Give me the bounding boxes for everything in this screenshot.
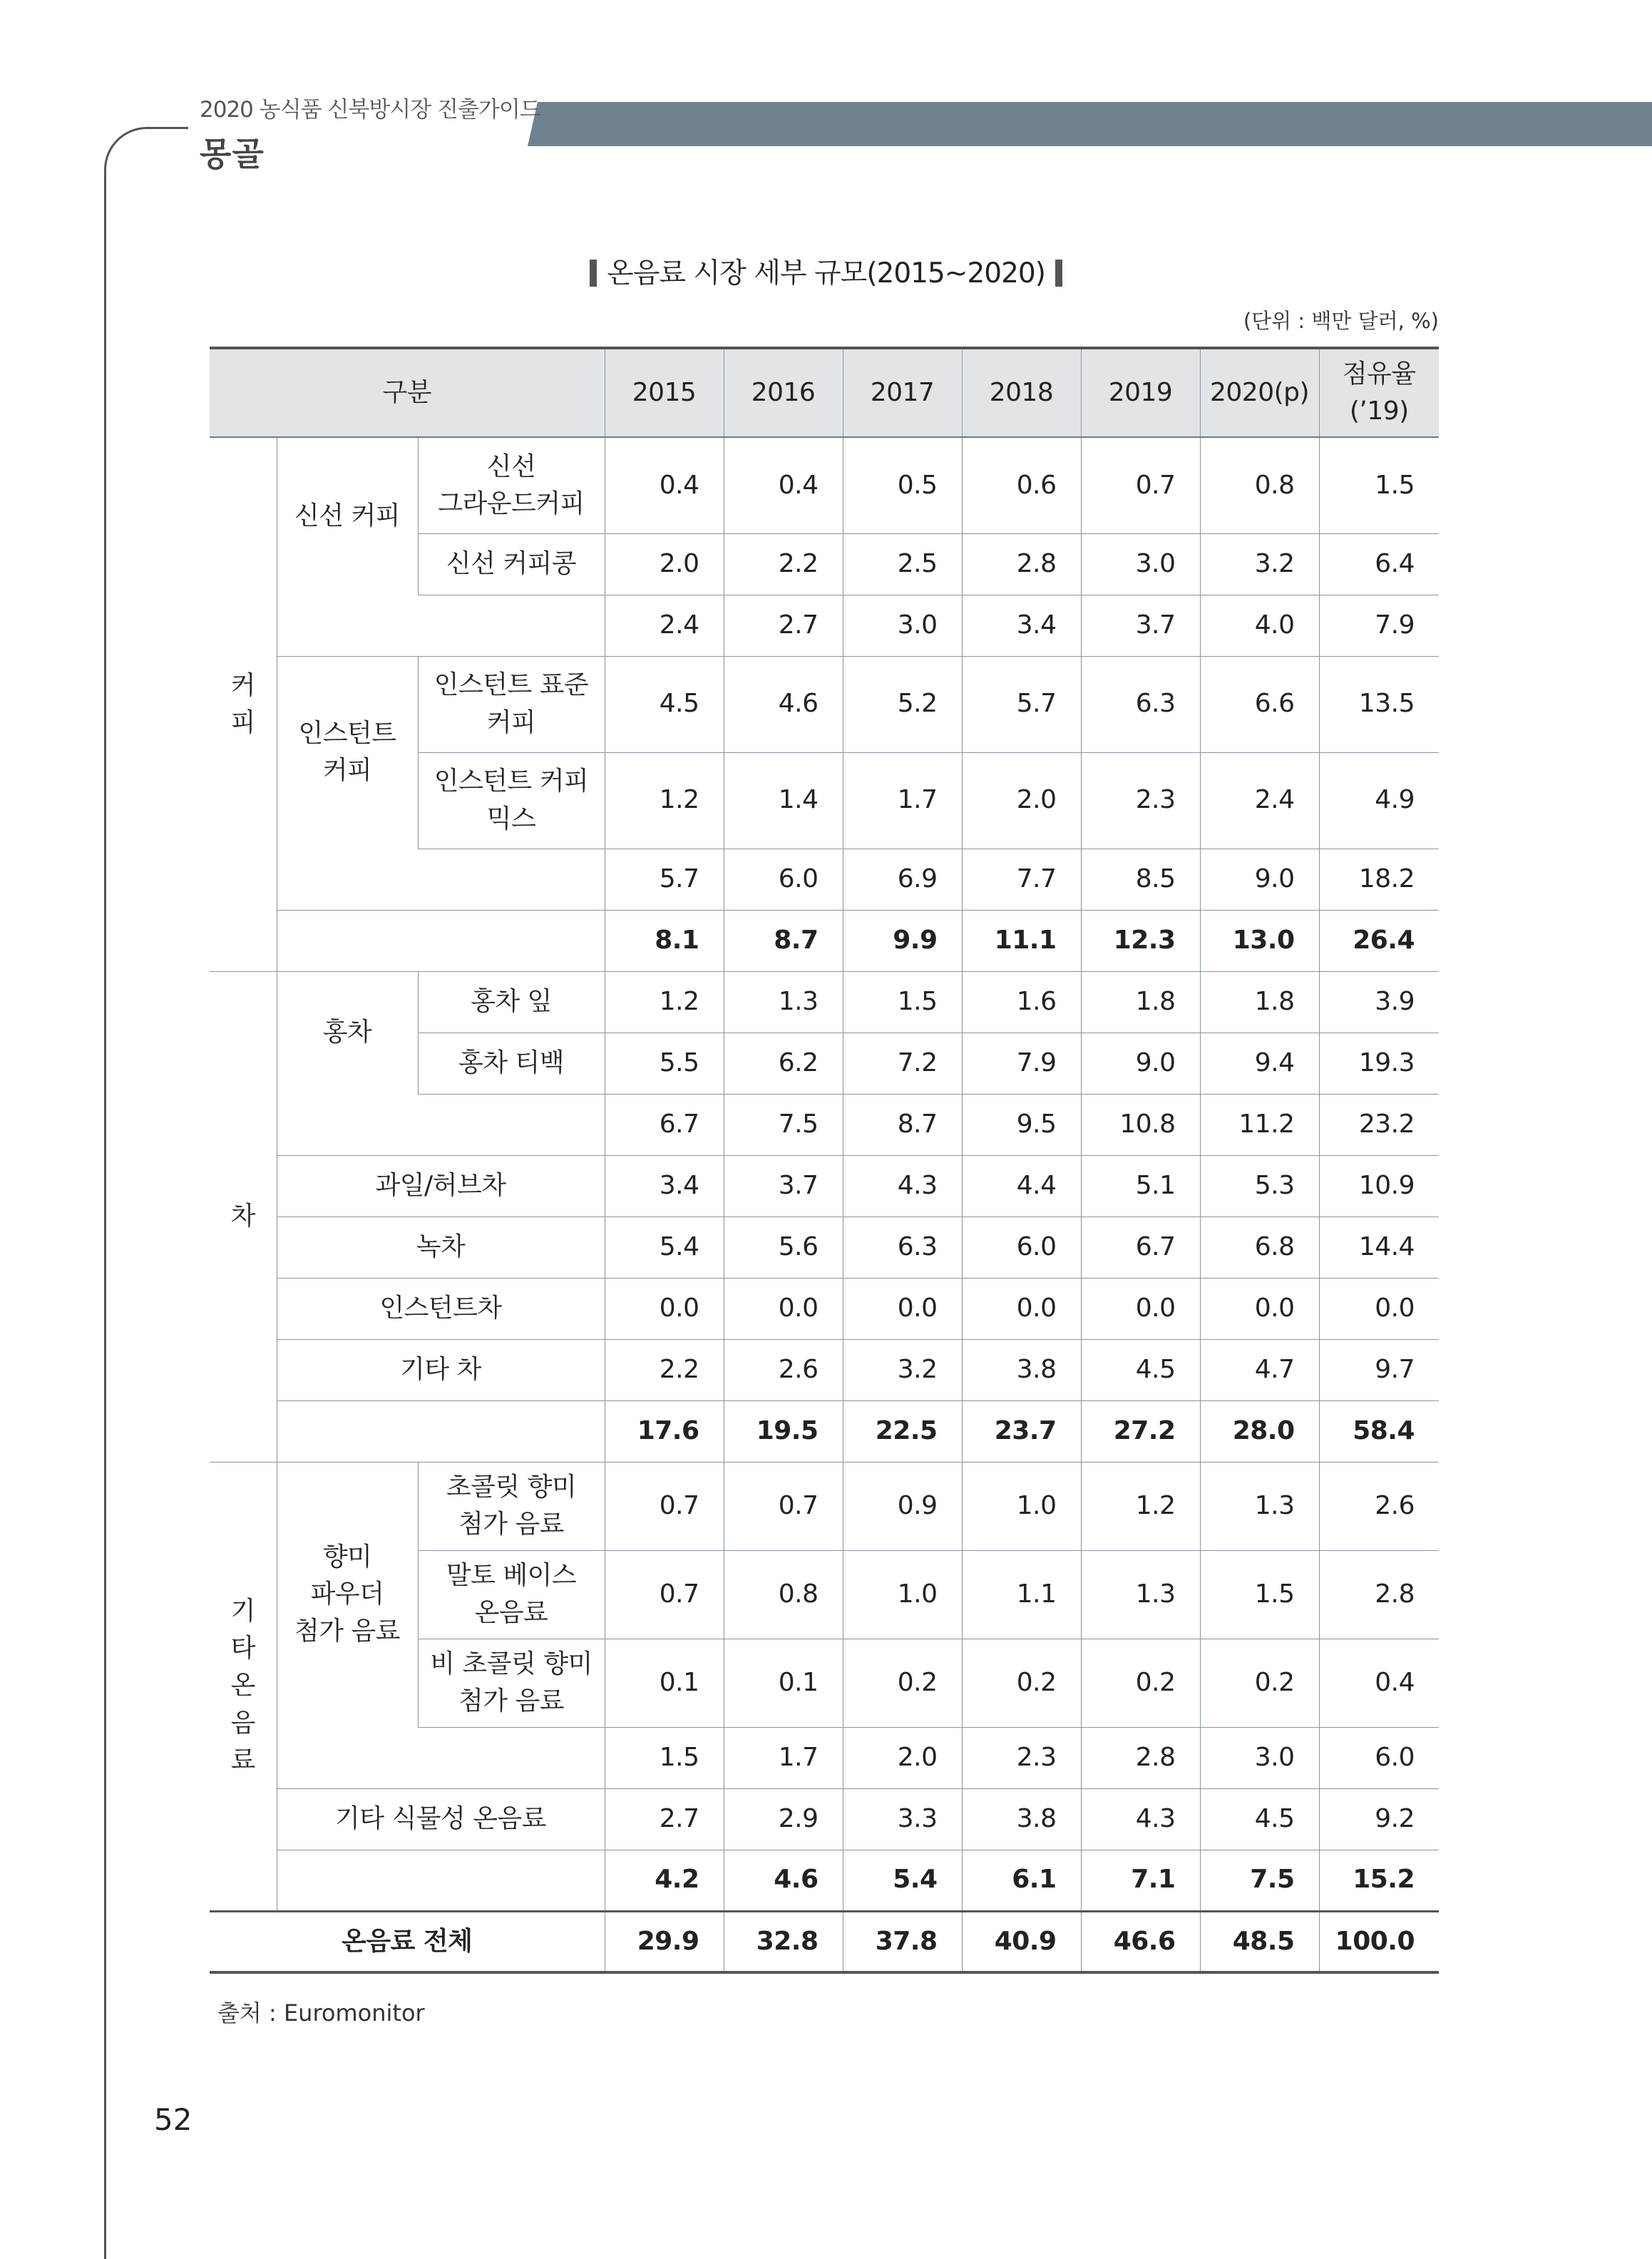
table-row: [210, 1727, 1439, 1788]
subtotal-label-cell: [277, 1727, 605, 1788]
value-cell-2015: 0.7: [605, 1550, 724, 1639]
value-cell-2020: 9.0: [1200, 849, 1319, 910]
value-cell-2017: 3.3: [843, 1788, 962, 1850]
value-cell-share: 2.8: [1319, 1550, 1439, 1639]
value-cell-2016: 4.6: [724, 656, 843, 752]
value-cell-2018: 3.8: [962, 1788, 1081, 1850]
row-label: 홍차 잎: [418, 971, 605, 1033]
value-cell-2016: 2.9: [724, 1788, 843, 1850]
row-label: 비 초콜릿 향미 첨가 음료: [418, 1639, 605, 1727]
value-cell-share: 19.3: [1319, 1033, 1439, 1094]
value-cell-2018: 23.7: [962, 1400, 1081, 1462]
value-cell-share: 14.4: [1319, 1216, 1439, 1278]
value-cell-2019: 0.7: [1081, 437, 1200, 533]
value-cell-2017: 1.5: [843, 971, 962, 1033]
value-cell-2018: 1.1: [962, 1550, 1081, 1639]
value-cell-2017: 0.5: [843, 437, 962, 533]
title-bar-right: [1055, 260, 1062, 287]
value-cell-2019: 1.3: [1081, 1550, 1200, 1639]
value-cell-2017: 8.7: [843, 1094, 962, 1155]
value-cell-2018: 6.0: [962, 1216, 1081, 1278]
col-header-2015: 2015: [605, 348, 724, 437]
value-cell-2015: 2.7: [605, 1788, 724, 1850]
value-cell-2019: 2.3: [1081, 752, 1200, 849]
value-cell-2019: 5.1: [1081, 1155, 1200, 1216]
value-cell-2015: 5.5: [605, 1033, 724, 1094]
value-cell-2018: 11.1: [962, 910, 1081, 971]
value-cell-share: 15.2: [1319, 1850, 1439, 1911]
value-cell-2020: 4.5: [1200, 1788, 1319, 1850]
publication-subtitle: 2020 농식품 신북방시장 진출가이드: [200, 97, 540, 123]
table-row: [210, 1339, 1439, 1400]
table-row: [210, 1850, 1439, 1911]
value-cell-2019: 2.8: [1081, 1727, 1200, 1788]
value-cell-2019: 46.6: [1081, 1911, 1200, 1972]
col-header-2018: 2018: [962, 348, 1081, 437]
page-frame-line: [104, 127, 188, 2259]
value-cell-2019: 0.2: [1081, 1639, 1200, 1727]
table-title-text: 온음료 시장 세부 규모(2015~2020): [607, 257, 1045, 290]
value-cell-2019: 7.1: [1081, 1850, 1200, 1911]
value-cell-2015: 17.6: [605, 1400, 724, 1462]
subtotal-label-cell: [277, 910, 605, 971]
value-cell-2018: 1.0: [962, 1462, 1081, 1550]
row-label: 녹차: [277, 1216, 605, 1278]
value-cell-2020: 48.5: [1200, 1911, 1319, 1972]
value-cell-2016: 6.0: [724, 849, 843, 910]
value-cell-2018: 9.5: [962, 1094, 1081, 1155]
value-cell-2020: 2.4: [1200, 752, 1319, 849]
value-cell-2015: 2.4: [605, 595, 724, 656]
col-header-2016: 2016: [724, 348, 843, 437]
value-cell-share: 9.2: [1319, 1788, 1439, 1850]
value-cell-2018: 2.8: [962, 533, 1081, 595]
value-cell-2018: 6.1: [962, 1850, 1081, 1911]
value-cell-2015: 1.5: [605, 1727, 724, 1788]
source-note: 출처 : Euromonitor: [217, 1999, 425, 2027]
value-cell-share: 58.4: [1319, 1400, 1439, 1462]
value-cell-2016: 2.2: [724, 533, 843, 595]
value-cell-2020: 13.0: [1200, 910, 1319, 971]
value-cell-share: 100.0: [1319, 1911, 1439, 1972]
value-cell-2017: 2.5: [843, 533, 962, 595]
value-cell-2019: 12.3: [1081, 910, 1200, 971]
value-cell-share: 7.9: [1319, 595, 1439, 656]
value-cell-2016: 0.8: [724, 1550, 843, 1639]
value-cell-2020: 4.7: [1200, 1339, 1319, 1400]
value-cell-share: 18.2: [1319, 849, 1439, 910]
value-cell-2017: 1.0: [843, 1550, 962, 1639]
table-row: [210, 971, 1439, 1033]
subgroup-instant-coffee: 인스턴트 커피: [277, 656, 418, 849]
value-cell-2020: 1.8: [1200, 971, 1319, 1033]
value-cell-2015: 0.7: [605, 1462, 724, 1550]
value-cell-2018: 40.9: [962, 1911, 1081, 1972]
value-cell-2017: 37.8: [843, 1911, 962, 1972]
value-cell-2016: 3.7: [724, 1155, 843, 1216]
value-cell-share: 6.0: [1319, 1727, 1439, 1788]
value-cell-2019: 6.7: [1081, 1216, 1200, 1278]
row-label: 온음료 전체: [210, 1911, 605, 1972]
value-cell-2020: 9.4: [1200, 1033, 1319, 1094]
value-cell-share: 1.5: [1319, 437, 1439, 533]
value-cell-2017: 0.2: [843, 1639, 962, 1727]
value-cell-2020: 1.5: [1200, 1550, 1319, 1639]
table-row: [210, 910, 1439, 971]
table-row: [210, 1911, 1439, 1972]
value-cell-2017: 6.9: [843, 849, 962, 910]
value-cell-2018: 7.7: [962, 849, 1081, 910]
table-row: [210, 656, 1439, 752]
value-cell-share: 3.9: [1319, 971, 1439, 1033]
value-cell-2019: 10.8: [1081, 1094, 1200, 1155]
row-label: 신선 그라운드커피: [418, 437, 605, 533]
table-row: [210, 1155, 1439, 1216]
row-label: 홍차 티백: [418, 1033, 605, 1094]
table-row: [210, 1216, 1439, 1278]
value-cell-2016: 2.7: [724, 595, 843, 656]
row-label: 말토 베이스 온음료: [418, 1550, 605, 1639]
value-cell-2017: 4.3: [843, 1155, 962, 1216]
value-cell-share: 6.4: [1319, 533, 1439, 595]
value-cell-2020: 1.3: [1200, 1462, 1319, 1550]
value-cell-2017: 7.2: [843, 1033, 962, 1094]
value-cell-2018: 2.3: [962, 1727, 1081, 1788]
value-cell-2018: 3.4: [962, 595, 1081, 656]
table-row: [210, 1462, 1439, 1550]
header-row: [210, 348, 1439, 437]
value-cell-2015: 4.2: [605, 1850, 724, 1911]
value-cell-share: 13.5: [1319, 656, 1439, 752]
value-cell-2019: 3.0: [1081, 533, 1200, 595]
row-label: 인스턴트 표준 커피: [418, 656, 605, 752]
value-cell-2016: 0.1: [724, 1639, 843, 1727]
row-label: 기타 식물성 온음료: [277, 1788, 605, 1850]
value-cell-2015: 0.1: [605, 1639, 724, 1727]
value-cell-2019: 4.3: [1081, 1788, 1200, 1850]
value-cell-2016: 4.6: [724, 1850, 843, 1911]
value-cell-2016: 1.4: [724, 752, 843, 849]
value-cell-2016: 32.8: [724, 1911, 843, 1972]
value-cell-share: 26.4: [1319, 910, 1439, 971]
value-cell-2017: 5.4: [843, 1850, 962, 1911]
value-cell-2019: 4.5: [1081, 1339, 1200, 1400]
table-title: [0, 251, 1652, 291]
value-cell-2015: 29.9: [605, 1911, 724, 1972]
value-cell-2020: 3.2: [1200, 533, 1319, 595]
value-cell-2016: 7.5: [724, 1094, 843, 1155]
value-cell-2015: 5.4: [605, 1216, 724, 1278]
value-cell-share: 9.7: [1319, 1339, 1439, 1400]
value-cell-2019: 9.0: [1081, 1033, 1200, 1094]
value-cell-2017: 0.9: [843, 1462, 962, 1550]
value-cell-share: 10.9: [1319, 1155, 1439, 1216]
value-cell-2015: 6.7: [605, 1094, 724, 1155]
value-cell-2017: 0.0: [843, 1278, 962, 1339]
value-cell-2015: 5.7: [605, 849, 724, 910]
value-cell-share: 4.9: [1319, 752, 1439, 849]
value-cell-2018: 7.9: [962, 1033, 1081, 1094]
value-cell-2015: 0.4: [605, 437, 724, 533]
row-label: 인스턴트 커피 믹스: [418, 752, 605, 849]
group-other-beverages: 기 타 온 음 료: [210, 1462, 277, 1911]
value-cell-2017: 22.5: [843, 1400, 962, 1462]
value-cell-2016: 6.2: [724, 1033, 843, 1094]
value-cell-2018: 3.8: [962, 1339, 1081, 1400]
value-cell-2019: 6.3: [1081, 656, 1200, 752]
value-cell-2018: 1.6: [962, 971, 1081, 1033]
subtotal-label-cell: [277, 849, 605, 910]
row-label: 인스턴트차: [277, 1278, 605, 1339]
value-cell-share: 23.2: [1319, 1094, 1439, 1155]
value-cell-2020: 0.8: [1200, 437, 1319, 533]
value-cell-2016: 8.7: [724, 910, 843, 971]
table-row: [210, 1094, 1439, 1155]
value-cell-2015: 3.4: [605, 1155, 724, 1216]
value-cell-2017: 2.0: [843, 1727, 962, 1788]
value-cell-2020: 5.3: [1200, 1155, 1319, 1216]
value-cell-2016: 0.4: [724, 437, 843, 533]
value-cell-2019: 1.8: [1081, 971, 1200, 1033]
subtotal-label-cell: [277, 1094, 605, 1155]
value-cell-2019: 1.2: [1081, 1462, 1200, 1550]
col-header-2019: 2019: [1081, 348, 1200, 437]
value-cell-2017: 5.2: [843, 656, 962, 752]
table-row: [210, 849, 1439, 910]
value-cell-2018: 5.7: [962, 656, 1081, 752]
value-cell-2020: 0.2: [1200, 1639, 1319, 1727]
value-cell-2015: 4.5: [605, 656, 724, 752]
value-cell-2018: 0.6: [962, 437, 1081, 533]
unit-note: (단위 : 백만 달러, %): [1243, 309, 1439, 333]
value-cell-2015: 8.1: [605, 910, 724, 971]
value-cell-2016: 1.7: [724, 1727, 843, 1788]
value-cell-2018: 2.0: [962, 752, 1081, 849]
value-cell-2016: 19.5: [724, 1400, 843, 1462]
value-cell-2015: 1.2: [605, 752, 724, 849]
value-cell-2018: 0.2: [962, 1639, 1081, 1727]
table-row: [210, 1400, 1439, 1462]
group-tea: 차: [210, 971, 277, 1462]
col-header-2020: 2020(p): [1200, 348, 1319, 437]
table-row: [210, 595, 1439, 656]
value-cell-2016: 5.6: [724, 1216, 843, 1278]
subtotal-label-cell: [277, 1400, 605, 1462]
value-cell-2017: 3.2: [843, 1339, 962, 1400]
col-header-category: 구분: [210, 348, 605, 437]
table-row: [210, 1788, 1439, 1850]
subtotal-label-cell: [277, 1850, 605, 1911]
value-cell-2019: 27.2: [1081, 1400, 1200, 1462]
subgroup-flavored-powder: 향미 파우더 첨가 음료: [277, 1462, 418, 1727]
value-cell-2016: 0.0: [724, 1278, 843, 1339]
value-cell-share: 0.0: [1319, 1278, 1439, 1339]
market-size-table: [210, 347, 1439, 1974]
value-cell-share: 0.4: [1319, 1639, 1439, 1727]
value-cell-2015: 0.0: [605, 1278, 724, 1339]
title-bar-left: [590, 260, 597, 287]
value-cell-2016: 1.3: [724, 971, 843, 1033]
value-cell-2019: 0.0: [1081, 1278, 1200, 1339]
subgroup-black-tea: 홍차: [277, 971, 418, 1094]
value-cell-2017: 6.3: [843, 1216, 962, 1278]
group-coffee: 커 피: [210, 437, 277, 971]
table-row: [210, 437, 1439, 533]
value-cell-2016: 0.7: [724, 1462, 843, 1550]
value-cell-2015: 2.0: [605, 533, 724, 595]
value-cell-2015: 2.2: [605, 1339, 724, 1400]
row-label: 기타 차: [277, 1339, 605, 1400]
subgroup-fresh-coffee: 신선 커피: [277, 437, 418, 595]
value-cell-2020: 3.0: [1200, 1727, 1319, 1788]
table-row: [210, 1278, 1439, 1339]
value-cell-2017: 1.7: [843, 752, 962, 849]
subtotal-label-cell: [277, 595, 605, 656]
value-cell-2020: 6.8: [1200, 1216, 1319, 1278]
row-label: 신선 커피콩: [418, 533, 605, 595]
value-cell-2017: 3.0: [843, 595, 962, 656]
value-cell-2020: 11.2: [1200, 1094, 1319, 1155]
value-cell-2020: 28.0: [1200, 1400, 1319, 1462]
value-cell-2020: 0.0: [1200, 1278, 1319, 1339]
row-label: 과일/허브차: [277, 1155, 605, 1216]
value-cell-2019: 8.5: [1081, 849, 1200, 910]
value-cell-2015: 1.2: [605, 971, 724, 1033]
col-header-share: 점유율 (’19): [1319, 348, 1439, 437]
value-cell-2020: 4.0: [1200, 595, 1319, 656]
page-number: 52: [154, 2102, 193, 2137]
value-cell-2018: 4.4: [962, 1155, 1081, 1216]
value-cell-2017: 9.9: [843, 910, 962, 971]
value-cell-2019: 3.7: [1081, 595, 1200, 656]
col-header-2017: 2017: [843, 348, 962, 437]
country-title: 몽골: [200, 135, 265, 173]
value-cell-2020: 7.5: [1200, 1850, 1319, 1911]
value-cell-2020: 6.6: [1200, 656, 1319, 752]
row-label: 초콜릿 향미 첨가 음료: [418, 1462, 605, 1550]
header-bar: [528, 102, 1652, 146]
value-cell-2016: 2.6: [724, 1339, 843, 1400]
value-cell-2018: 0.0: [962, 1278, 1081, 1339]
value-cell-share: 2.6: [1319, 1462, 1439, 1550]
